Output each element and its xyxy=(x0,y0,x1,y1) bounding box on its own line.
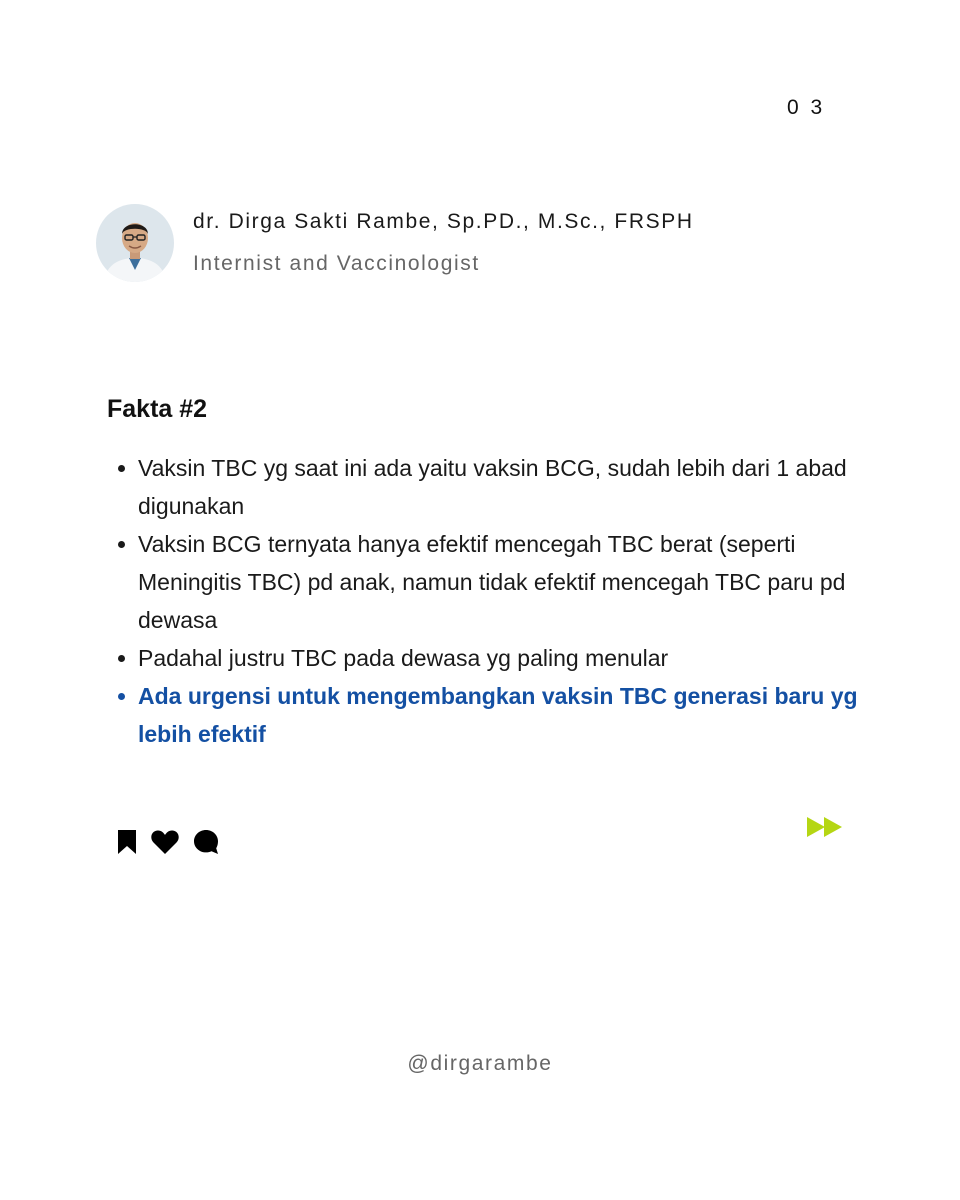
page-number: 0 3 xyxy=(787,96,826,119)
avatar-photo xyxy=(96,204,174,282)
list-item-highlight: Ada urgensi untuk mengembangkan vaksin TBC generasi baru yg lebih efektif xyxy=(138,677,868,753)
author-role: Internist and Vaccinologist xyxy=(193,252,480,275)
author-block xyxy=(96,204,694,282)
comment-icon[interactable] xyxy=(192,828,220,861)
fact-list xyxy=(138,449,868,753)
list-item: Vaksin TBC yg saat ini ada yaitu vaksin BCG, sudah lebih dari 1 abad digunakan xyxy=(138,449,868,525)
fact-heading: Fakta #2 xyxy=(107,395,208,423)
author-name: dr. Dirga Sakti Rambe, Sp.PD., M.Sc., FRSPH xyxy=(193,210,694,233)
action-bar xyxy=(116,828,232,861)
account-handle: @dirgarambe xyxy=(407,1052,553,1075)
heart-icon[interactable] xyxy=(150,829,180,860)
fast-forward-icon[interactable] xyxy=(806,815,844,844)
list-item: Vaksin BCG ternyata hanya efektif mencegah TBC berat (seperti Meningitis TBC) pd anak, namun tidak efektif mencegah TBC paru pd dewasa xyxy=(138,525,868,639)
avatar xyxy=(96,204,174,282)
bookmark-icon[interactable] xyxy=(116,829,138,860)
list-item: Padahal justru TBC pada dewasa yg paling menular xyxy=(138,639,868,677)
